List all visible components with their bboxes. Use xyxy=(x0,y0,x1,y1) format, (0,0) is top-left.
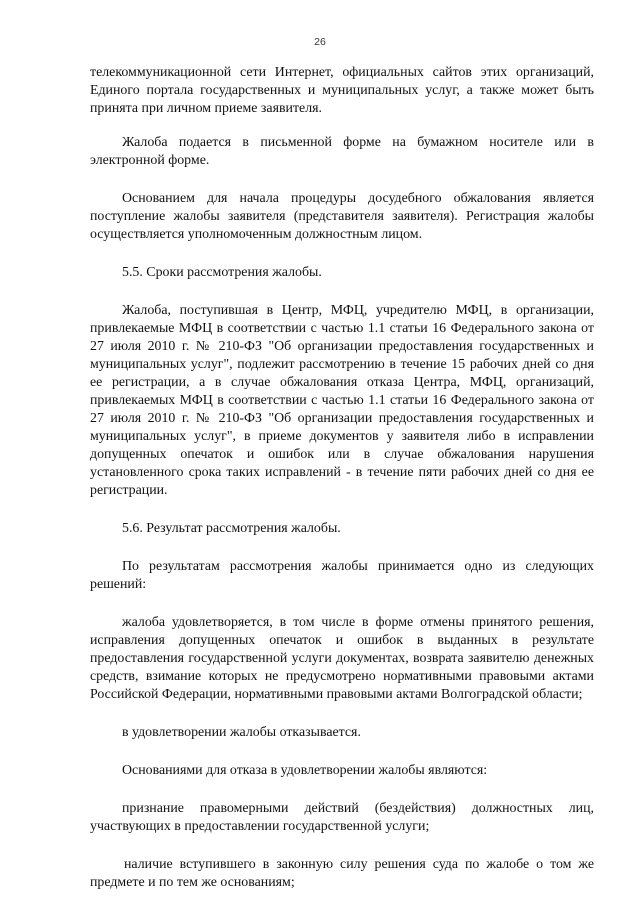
paragraph-rejection-grounds: Основаниями для отказа в удовлетворении жалобы являются: xyxy=(122,763,488,778)
section-heading-5-6: 5.6. Результат рассмотрения жалобы. xyxy=(122,521,341,536)
paragraph-court-decision: наличие вступившего в законную силу решения суда по жалобе о том же предмете и по тем же основаниям; xyxy=(90,857,594,890)
page-number: 26 xyxy=(314,36,326,48)
paragraph-complaint-rejected: в удовлетворении жалобы отказывается. xyxy=(122,725,361,740)
paragraph-procedure-basis: Основанием для начала процедуры досудебного обжалования является поступление жалобы заявителя (представителя заявителя). Регистрация жалобы осуществляется уполномоченным должностным лицом. xyxy=(90,191,594,242)
document-body xyxy=(90,64,594,912)
paragraph-lawful-actions: признание правомерными действий (бездействия) должностных лиц, участвующих в предоставлении государственной услуги; xyxy=(90,801,594,834)
paragraph-review-terms: Жалоба, поступившая в Центр, МФЦ, учредителю МФЦ, в организации, привлекаемые МФЦ в соответствии с частью 1.1 статьи 16 Федерального закона от 27 июля 2010 г. № 210-ФЗ "Об организации предоставления государственных и муниципальных услуг", подлежит рассмотрению в течение 15 рабочих дней со дня ее регистрации, а в случае обжалования отказа Центра, МФЦ, организаций, привлекаемых МФЦ в соответствии с частью 1.1 статьи 16 Федерального закона от 27 июля 2010 г. № 210-ФЗ "Об организации предоставления государственных и муниципальных услуг", в приеме документов у заявителя либо в исправлении допущенных опечаток и ошибок или в случае обжалования нарушения установленного срока таких исправлений - в течение пяти рабочих дней со дня ее регистрации. xyxy=(90,303,594,498)
paragraph-review-results: По результатам рассмотрения жалобы принимается одно из следующих решений: xyxy=(90,559,594,592)
paragraph-complaint-satisfied: жалоба удовлетворяется, в том числе в форме отмены принятого решения, исправления допущенных опечаток и ошибок в выданных в результате предоставления государственной услуги документах, возврата заявителю денежных средств, взимание которых не предусмотрено нормативными правовыми актами Российской Федерации, нормативными правовыми актами Волгоградской области; xyxy=(90,615,594,702)
paragraph-continuation: телекоммуникационной сети Интернет, официальных сайтов этих организаций, Единого портала государственных и муниципальных услуг, а также может быть принята при личном приеме заявителя. xyxy=(90,65,594,116)
paragraph-complaint-form: Жалоба подается в письменной форме на бумажном носителе или в электронной форме. xyxy=(90,135,594,168)
section-heading-5-5: 5.5. Сроки рассмотрения жалобы. xyxy=(122,265,322,280)
